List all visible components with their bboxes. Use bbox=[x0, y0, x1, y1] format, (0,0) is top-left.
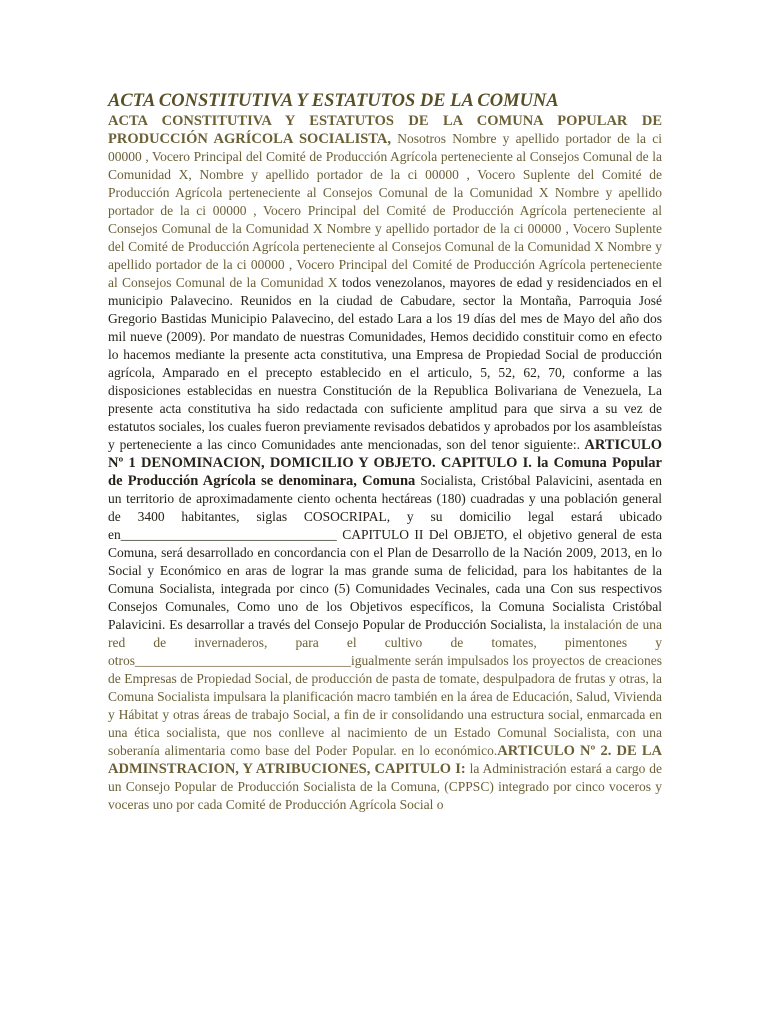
objectives-text: la instalación de una red de invernaderos, para el cultivo de tomates, pimentones y otros________________________________igualmente serán impulsados los proyectos de creaciones de Empresas de Propiedad Social, de producción de pasta de tomate, despulpadora de frutas y otras, la Comuna Socialista impulsara la planificación macro también en la área de Educación, Salud, Vivienda y Hábitat y otras áreas de trabajo Social, a fin de ir consolidando una estructura social, enmarcada en una ética socialista, que nos conlleve al nacimiento de un Estado Comunal Socialista, con una soberanía alimentaria como base del Poder Popular. en lo económico. bbox=[108, 617, 662, 758]
document-title: ACTA CONSTITUTIVA Y ESTATUTOS DE LA COMUNA bbox=[108, 91, 559, 111]
constitution-paragraph: todos venezolanos, mayores de edad y residenciados en el municipio Palavecino. Reunidos en la ciudad de Cabudare, sector la Montaña, Parroquia José Gregorio Bastidas Municipio Palavecino, del estado Lara a los 19 días del mes de Mayo del año dos mil nueve (2009). Por mandato de nuestras Comunidades, Hemos decidido constituir como en efecto lo hacemos mediante la presente acta constitutiva, una Empresa de Propiedad Social de producción agrícola, Amparado en el precepto establecido en el articulo, 5, 52, 62, 70, conforme a las disposiciones establecidas en nuestra Constitución de la Republica Bolivariana de Venezuela, La presente acta constitutiva ha sido redactada con suficiente amplitud para que sirva a su vez de estatutos sociales, los cuales fueron previamente revisados debatidos y aprobados por los asambleístas y perteneciente a las cinco Comunidades ante mencionadas, son del tenor siguiente:. bbox=[108, 275, 662, 452]
members-list: Nosotros Nombre y apellido portador de la ci 00000 , Vocero Principal del Comité de Producción Agrícola perteneciente al Consejos Comunal de la Comunidad X, Nombre y apellido portador de la ci 00000 , Vocero Suplente del Comité de Producción Agrícola perteneciente al Consejos Comunal de la Comunidad X Nombre y apellido portador de la ci 00000 , Vocero Principal del Comité de Producción Agrícola perteneciente al Consejos Comunal de la Comunidad X Nombre y apellido portador de la ci 00000 , Vocero Suplente del Comité de Producción Agrícola perteneciente al Consejos Comunal de la Comunidad X Nombre y apellido portador de la ci 00000 , Vocero Principal del Comité de Producción Agrícola perteneciente al Consejos Comunal de la Comunidad X bbox=[108, 131, 662, 290]
article-1-text: Socialista, Cristóbal Palavicini, asentada en un territorio de aproximadamente ciento ochenta hectáreas (180) cuadradas y una población general de 3400 habitantes, siglas COSOCRIPAL, y su domicilio legal estará ubicado en________________________________ CAPITULO II Del OBJETO, el objetivo general de esta Comuna, será desarrollado en concordancia con el Plan de Desarrollo de la Nación 2009, 2013, en lo Social y Económico en aras de lograr la mas grande suma de felicidad, para los habitantes de la Comuna Socialista, integrada por cinco (5) Comunidades Vecinales, cada una Con sus respectivos Consejos Comunales, Como uno de los Objetivos específicos, la Comuna Socialista Cristóbal Palavicini. Es desarrollar a través del Consejo Popular de Producción Socialista, bbox=[108, 473, 662, 632]
document-body bbox=[108, 112, 662, 814]
article-2-text: la Administración estará a cargo de un Consejo Popular de Producción Socialista de la Comuna, (CPPSC) integrado por cinco voceros y voceras uno por cada Comité de Producción Agrícola Social o bbox=[108, 761, 663, 812]
article-1-heading: ARTICULO Nº 1 DENOMINACION, DOMICILIO Y OBJETO. CAPITULO I. la Comuna Popular de Producción Agrícola se denominara, Comuna bbox=[108, 437, 663, 489]
article-2-heading: ARTICULO Nº 2. DE LA ADMINSTRACION, Y ATRIBUCIONES, CAPITULO I: bbox=[108, 743, 662, 777]
opening-phrase: ACTA CONSTITUTIVA Y ESTATUTOS DE LA COMUNA POPULAR DE PRODUCCIÓN AGRÍCOLA SOCIALISTA, bbox=[108, 113, 662, 147]
